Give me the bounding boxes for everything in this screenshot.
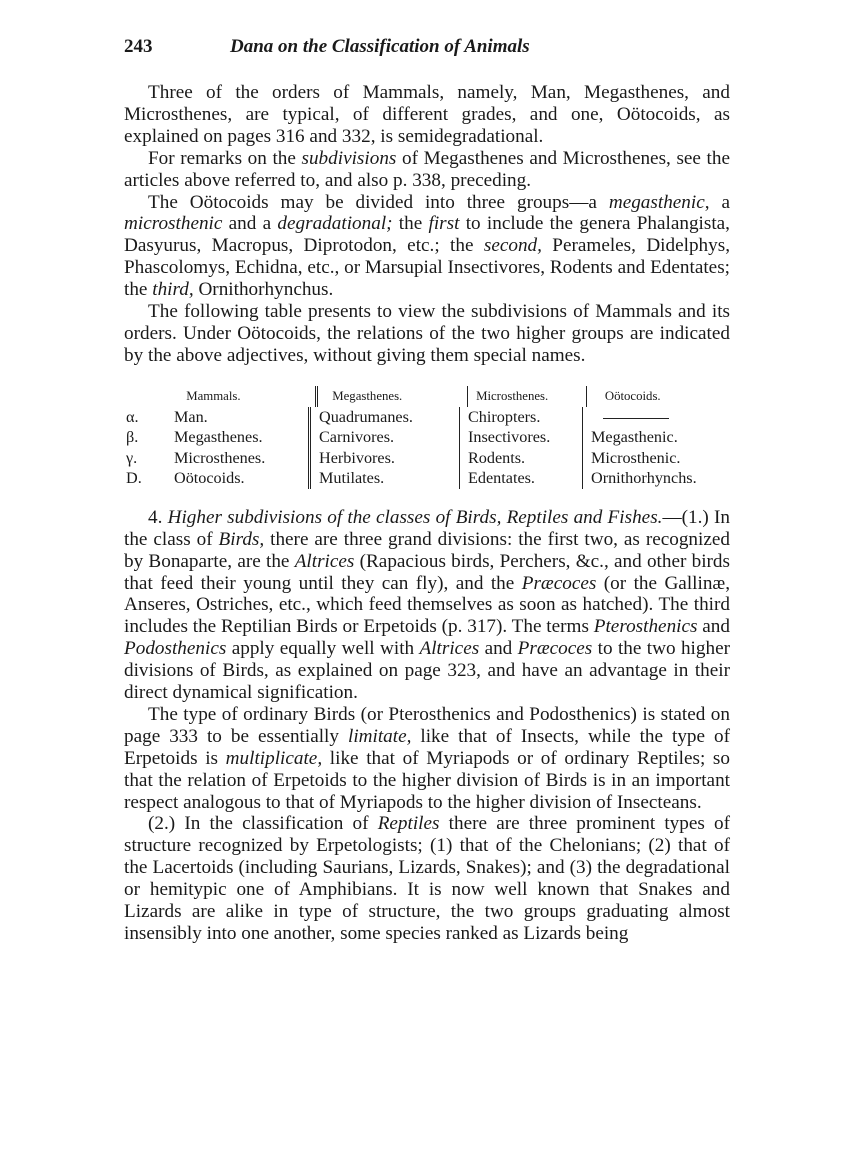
text-span: and xyxy=(697,616,730,638)
table-header-cell: Oötocoids. xyxy=(586,386,730,407)
row-symbol: β. xyxy=(126,428,139,447)
paragraph-orders: Three of the orders of Mammals, namely, Man, Megasthenes, and Microsthenes, are typical, of different grades, and one, Oötocoids, as explained on pages 316 and 332, is semidegradational. xyxy=(124,82,730,147)
running-title: Dana on the Classification of Animals xyxy=(230,36,530,57)
italic-span: megasthenic xyxy=(608,191,705,213)
table-cell: Carnivores. xyxy=(308,427,459,448)
text-span: of Megasthenes and Microsthenes, see the articles above referred to, and also p. 338, preceding. xyxy=(124,147,730,191)
page-header xyxy=(124,36,730,70)
table-cell: Oötocoids. xyxy=(174,469,245,488)
text-span: 4. xyxy=(148,506,168,528)
text-span: (2.) In the classification of xyxy=(148,813,378,835)
text-span: The Oötocoids may be divided into three groups—a xyxy=(148,191,609,213)
paragraph-bird-types xyxy=(124,704,730,814)
text-span: , a xyxy=(704,191,730,213)
italic-span: Altrices xyxy=(294,550,355,572)
table-cell: Megasthenic. xyxy=(582,427,721,448)
table-cell: Ornithorhynchs. xyxy=(582,468,721,489)
italic-span: Reptiles xyxy=(377,813,440,835)
italic-span: second, xyxy=(483,235,542,257)
paragraph-ootocoid-groups xyxy=(124,192,730,302)
text-span: like that of Insects, while the type of Erpetoids is xyxy=(124,725,731,769)
table-header-row xyxy=(124,387,730,407)
text-span: For remarks on the xyxy=(148,147,302,169)
table-header-cell: Megasthenes. xyxy=(315,386,467,407)
text-span: like that of Myriapods or of ordinary Reptiles; so that the relation of Erpetoids to the higher division of Birds is in an important respect analogous to that of Myriapods to the higher division of Insecteans. xyxy=(124,747,730,813)
italic-span: Præcoces xyxy=(517,638,593,660)
italic-span: third, xyxy=(152,279,194,301)
text-span: (Rapacious birds, Perchers, &c., and other birds that feed their young until they can fly), and the xyxy=(124,550,730,594)
italic-span: Birds, xyxy=(218,528,265,550)
table-row xyxy=(124,468,730,489)
paragraph-subdivisions-remarks xyxy=(124,148,730,192)
book-page xyxy=(124,36,730,945)
table-cell: Man. xyxy=(174,407,208,426)
italic-span: Altrices xyxy=(419,638,480,660)
italic-span: limitate, xyxy=(347,725,412,747)
row-symbol: D. xyxy=(126,469,142,488)
paragraph-reptiles xyxy=(124,813,730,944)
table-cell: Megasthenes. xyxy=(174,428,263,447)
table-cell-empty xyxy=(582,407,721,428)
row-symbol: γ. xyxy=(126,448,138,467)
italic-span: microsthenic xyxy=(124,213,223,235)
dash-rule xyxy=(603,418,669,419)
text-span: and xyxy=(479,638,518,660)
section-heading: Higher subdivisions of the classes of Birds, Reptiles and Fishes. xyxy=(167,506,663,528)
text-span: —(1.) In the class of xyxy=(124,506,730,550)
table-cell: Microsthenes. xyxy=(174,448,266,467)
italic-span: degradational; xyxy=(277,213,393,235)
table-header-cell: Microsthenes. xyxy=(467,386,586,407)
paragraph-table-intro: The following table presents to view the subdivisions of Mammals and its orders. Under Oötocoids, the relations of the two higher groups are indicated by the above adjectives, without giving them special names. xyxy=(124,301,730,366)
row-symbol: α. xyxy=(126,407,139,426)
italic-span: Pterosthenics xyxy=(593,616,698,638)
table-cell: Edentates. xyxy=(459,468,582,489)
table-row xyxy=(124,407,730,428)
subdivisions-table xyxy=(124,387,730,489)
table-row xyxy=(124,427,730,448)
text-span: to the two higher divisions of Birds, as explained on page 323, and have an advantage in their direct dynamical signification. xyxy=(124,638,730,704)
text-span: and a xyxy=(222,213,278,235)
text-span: Ornithorhynchus. xyxy=(193,279,334,301)
italic-span: Præcoces xyxy=(521,572,597,594)
table-cell: Insectivores. xyxy=(459,427,582,448)
table-cell: Microsthenic. xyxy=(582,448,721,469)
table-cell: Herbivores. xyxy=(308,448,459,469)
table-cell: Rodents. xyxy=(459,448,582,469)
text-span: The type of ordinary Birds (or Pterosthenics and Podosthenics) is stated on page 333 to be essentially xyxy=(124,703,730,747)
table-row xyxy=(124,448,730,469)
text-span: Perameles, Didelphys, Phascolomys, Echidna, etc., or Marsupial Insectivores, Rodents and Edentates; the xyxy=(124,235,730,301)
paragraph-higher-subdivisions xyxy=(124,507,730,704)
table-cell: Mutilates. xyxy=(308,468,459,489)
text-span: there are three grand divisions: the first two, as recognized by Bonaparte, are the xyxy=(124,528,730,572)
page-number: 243 xyxy=(124,36,153,57)
text-span: (or the Gallinæ, Anseres, Ostriches, etc., which feed themselves as soon as hatched). The third includes the Reptilian Birds or Erpetoids (p. 317). The terms xyxy=(124,572,731,638)
italic-span: multiplicate, xyxy=(225,747,323,769)
text-span: to include the genera Phalangista, Dasyurus, Macropus, Diprotodon, etc.; the xyxy=(124,213,730,257)
table-cell: Quadrumanes. xyxy=(308,407,459,428)
text-span: apply equally well with xyxy=(226,638,420,660)
table-header-cell: Mammals. xyxy=(186,389,241,404)
italic-span: first xyxy=(428,213,460,235)
text-span: the xyxy=(392,213,429,235)
italic-span: Podosthenics xyxy=(124,638,227,660)
table-cell: Chiropters. xyxy=(459,407,582,428)
text-span: there are three prominent types of structure recognized by Erpetologists; (1) that of the Chelonians; (2) that of the Lacertoids (including Saurians, Lizards, Snakes); and (3) the degradational or hemitypic one of Amphibians. It is now well known that Snakes and Lizards are alike in type of structure, the two groups graduating almost insensibly into one another, some species ranked as Lizards being xyxy=(124,813,731,944)
italic-span: subdivisions xyxy=(301,147,397,169)
